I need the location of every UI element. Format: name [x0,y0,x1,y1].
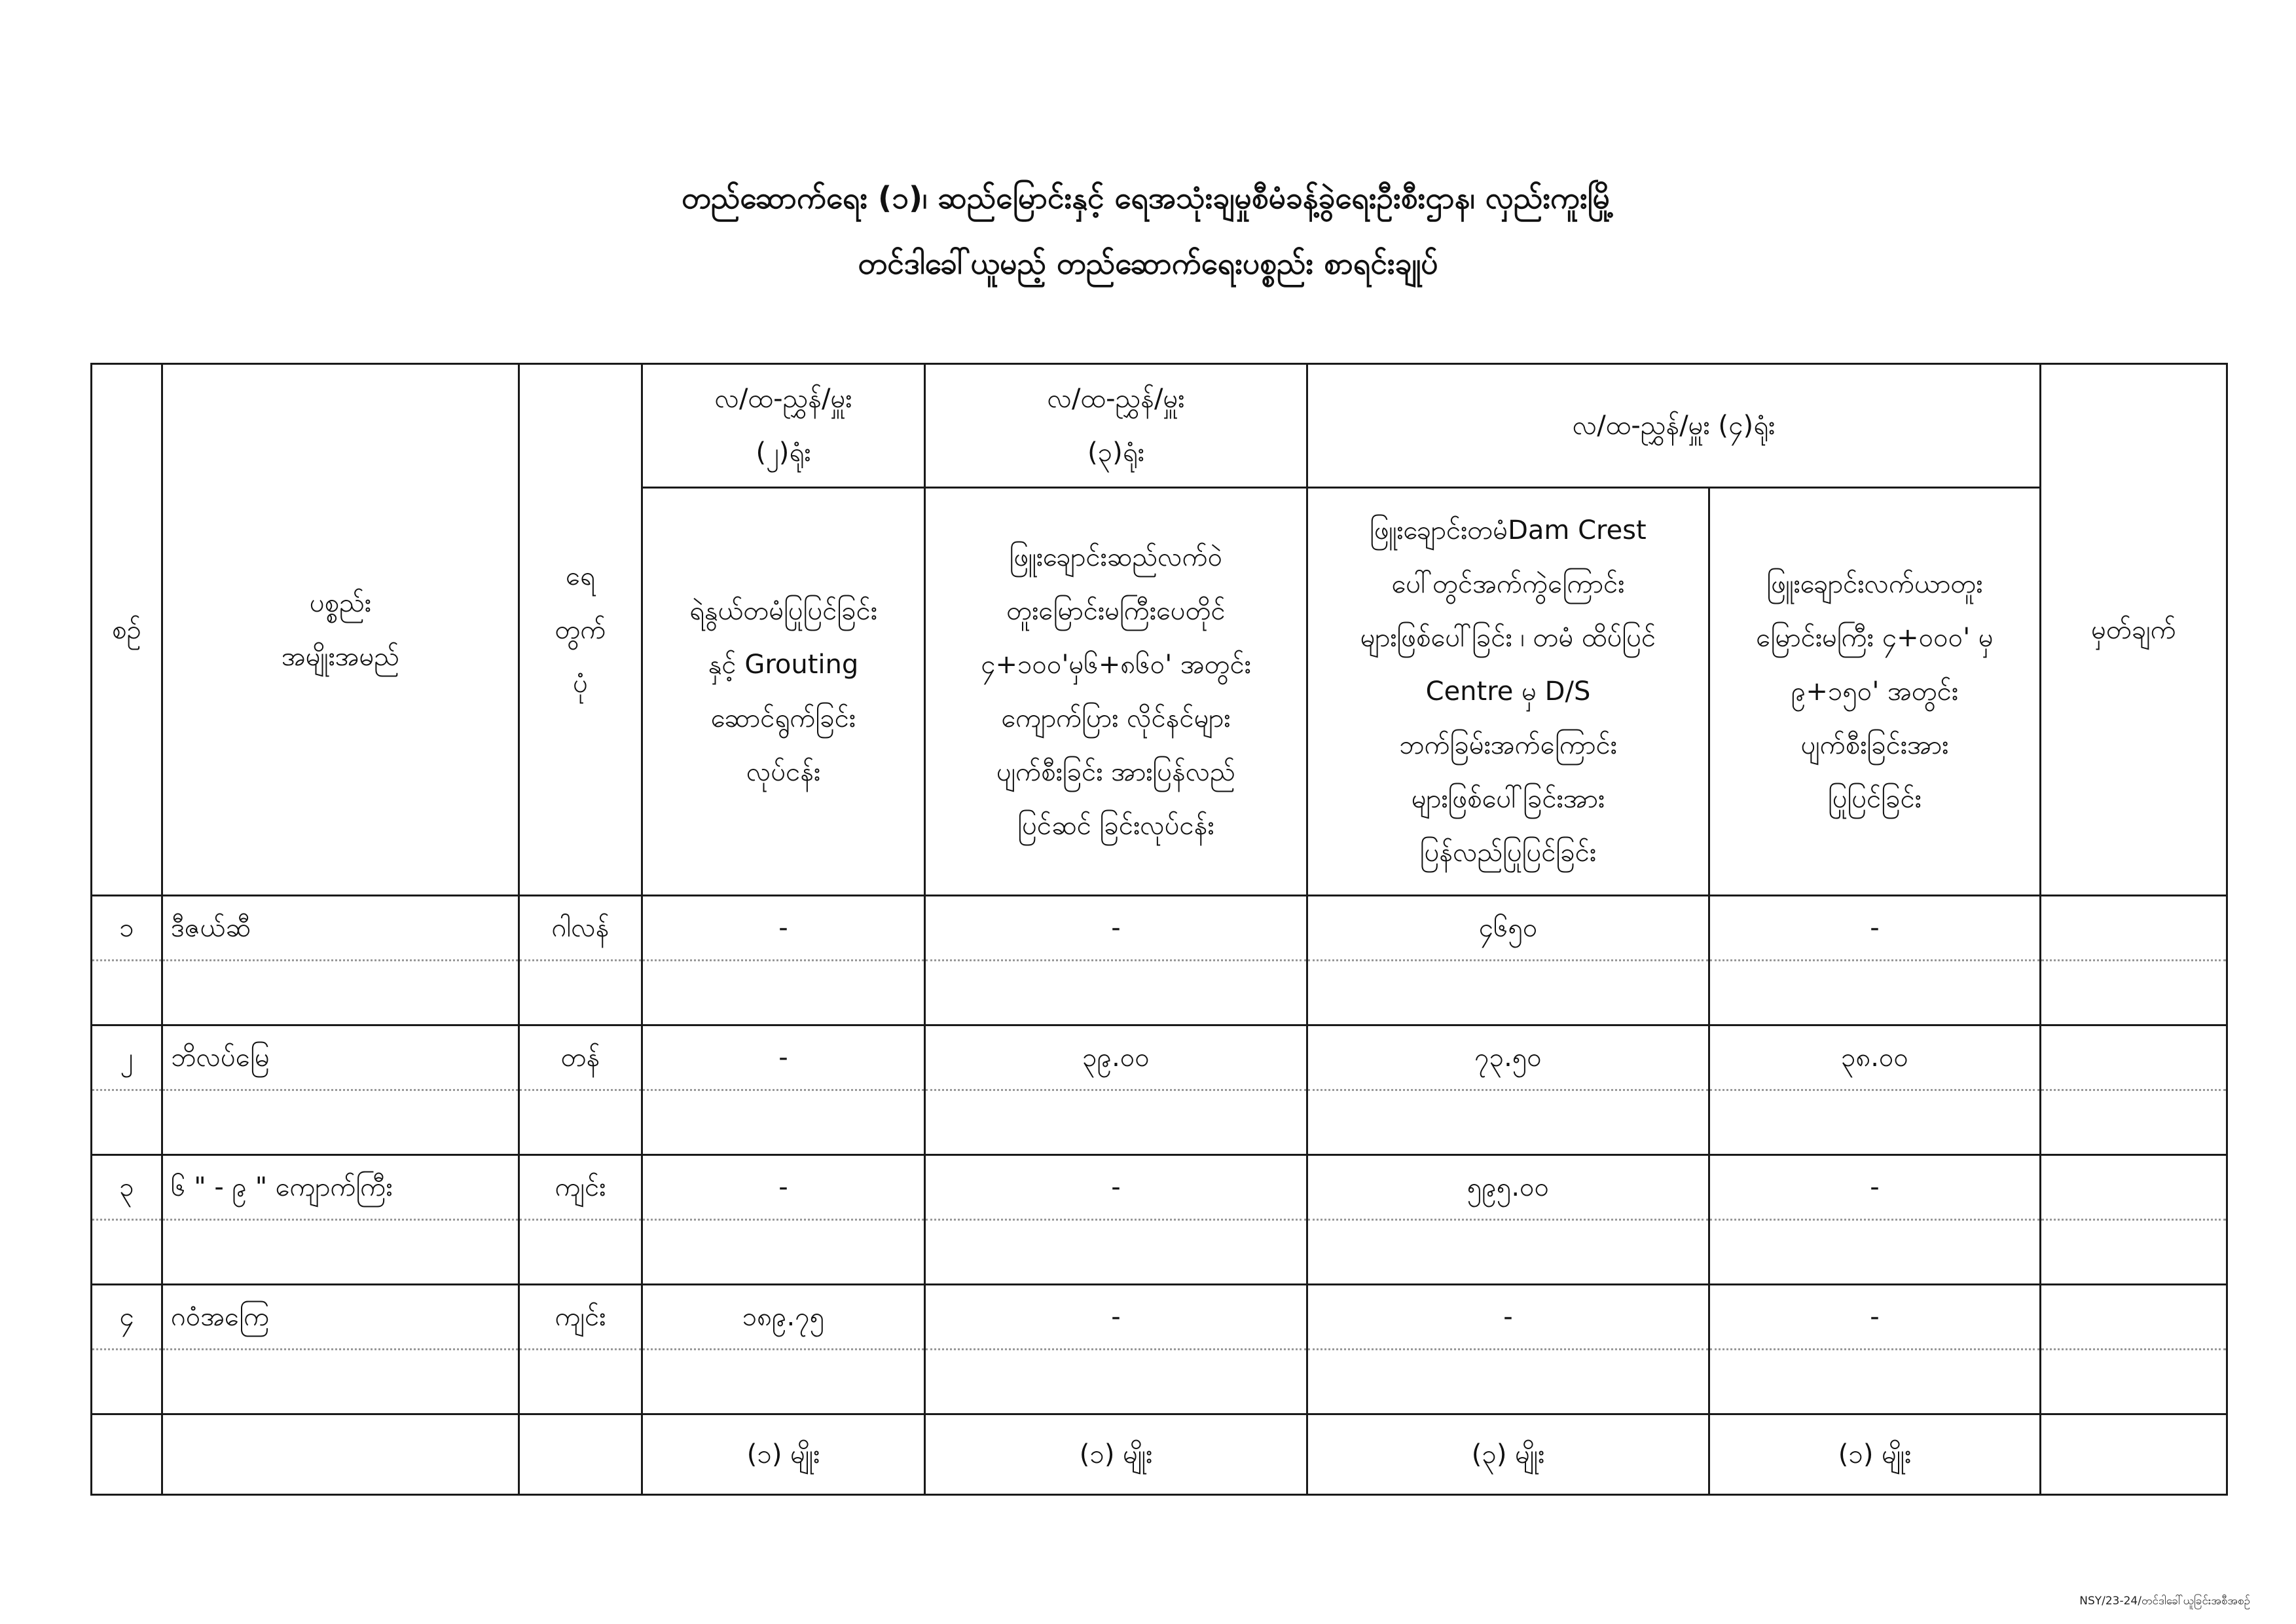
row-3-canal: - [1709,1155,2041,1220]
row-2-remark [2041,1025,2227,1090]
header-unit: ရေ တွက် ပုံ [519,364,642,896]
total-no [92,1414,162,1495]
header-work-lining-repair: ဖြူးချောင်းဆည်လက်ဝဲ တူးမြောင်းမကြီးပေတိုင် ၄+၁၀၀'မှ၆+၈၆၀' အတွင်း ကျောက်ပြား လိုင်နင်များ ပျက်စီးခြင်း အားပြန်လည် ပြင်ဆင် ခြင်းလုပ်ငန်း [925,488,1307,896]
row-2-office-3: ၃၉.၀၀ [925,1025,1307,1090]
row-4-no: ၄ [92,1285,162,1350]
row-1-unit: ဂါလန် [519,896,642,961]
header-work-grouting: ရဲနွယ်တမံပြုပြင်ခြင်း နှင့် Grouting ဆောင်ရွက်ခြင်း လုပ်ငန်း [642,488,925,896]
row-4-office-3: - [925,1285,1307,1350]
total-remark [2041,1414,2227,1495]
row-3-dam-crest: ၅၉၅.၀၀ [1307,1155,1709,1220]
row-1-canal: - [1709,896,2041,961]
row-4-canal: - [1709,1285,2041,1350]
row-1-office-3: - [925,896,1307,961]
document-title: တည်ဆောက်ရေး (၁)၊ ဆည်မြောင်းနှင့် ရေအသုံးချမှုစီမံခန့်ခွဲရေးဦးစီးဌာန၊ လှည်းကူးမြို့ [682,180,1614,215]
total-dam-crest: (၃) မျိုး [1307,1414,1709,1495]
row-2-item: ဘိလပ်မြေ [162,1025,519,1090]
document-reference: NSY/23-24/တင်ဒါခေါ်ယူခြင်းအစီအစဉ် [2079,1595,2250,1608]
row-4-remark [2041,1285,2227,1350]
header-work-canal-repair: ဖြူးချောင်းလက်ယာတူး မြောင်းမကြီး ၄+၀၀၀' မှ ၉+၁၅၀' အတွင်း ပျက်စီးခြင်းအား ပြုပြင်ခြင်း [1709,488,2041,896]
row-2-office-2: - [642,1025,925,1090]
row-3-unit: ကျင်း [519,1155,642,1220]
row-3-item: ၆ " - ၉ " ကျောက်ကြီး [162,1155,519,1220]
row-1-no: ၁ [92,896,162,961]
row-1-dam-crest: ၄၆၅၀ [1307,896,1709,961]
row-3-remark [2041,1155,2227,1220]
materials-table [90,363,2228,1496]
row-4-unit: ကျင်း [519,1285,642,1350]
row-1-item: ဒီဇယ်ဆီ [162,896,519,961]
row-3-office-3: - [925,1155,1307,1220]
header-item-name: ပစ္စည်း အမျိုးအမည် [162,364,519,896]
document-subtitle: တင်ဒါခေါ်ယူမည့် တည်ဆောက်ရေးပစ္စည်း စာရင်းချုပ် [858,246,1438,281]
header-office-3: လ/ထ-ညွှန်/မှူး (၃)ရုံး [925,364,1307,488]
row-3-office-2: - [642,1155,925,1220]
total-unit [519,1414,642,1495]
total-office-2: (၁) မျိုး [642,1414,925,1495]
total-office-3: (၁) မျိုး [925,1414,1307,1495]
row-2-canal: ၃၈.၀၀ [1709,1025,2041,1090]
row-2-no: ၂ [92,1025,162,1090]
header-office-4: လ/ထ-ညွှန်/မှူး (၄)ရုံး [1307,364,2041,488]
row-4-item: ဂဝံအကြေ [162,1285,519,1350]
total-item [162,1414,519,1495]
row-4-dam-crest: - [1307,1285,1709,1350]
header-remark: မှတ်ချက် [2041,364,2227,896]
header-work-dam-crest: ဖြူးချောင်းတမံDam Crest ပေါ်တွင်အက်ကွဲကြောင်း များဖြစ်ပေါ်ခြင်း ၊ တမံ ထိပ်ပြင် Centre မှ D/S ဘက်ခြမ်းအက်ကြောင်း များဖြစ်ပေါ်ခြင်းအား ပြန်လည်ပြုပြင်ခြင်း [1307,488,1709,896]
row-3-no: ၃ [92,1155,162,1220]
row-1-office-2: - [642,896,925,961]
row-2-dam-crest: ၇၃.၅၀ [1307,1025,1709,1090]
header-office-2: လ/ထ-ညွှန်/မှူး (၂)ရုံး [642,364,925,488]
total-canal: (၁) မျိုး [1709,1414,2041,1495]
row-1-remark [2041,896,2227,961]
row-2-unit: တန် [519,1025,642,1090]
header-serial: စဉ် [92,364,162,896]
row-4-office-2: ၁၈၉.၇၅ [642,1285,925,1350]
